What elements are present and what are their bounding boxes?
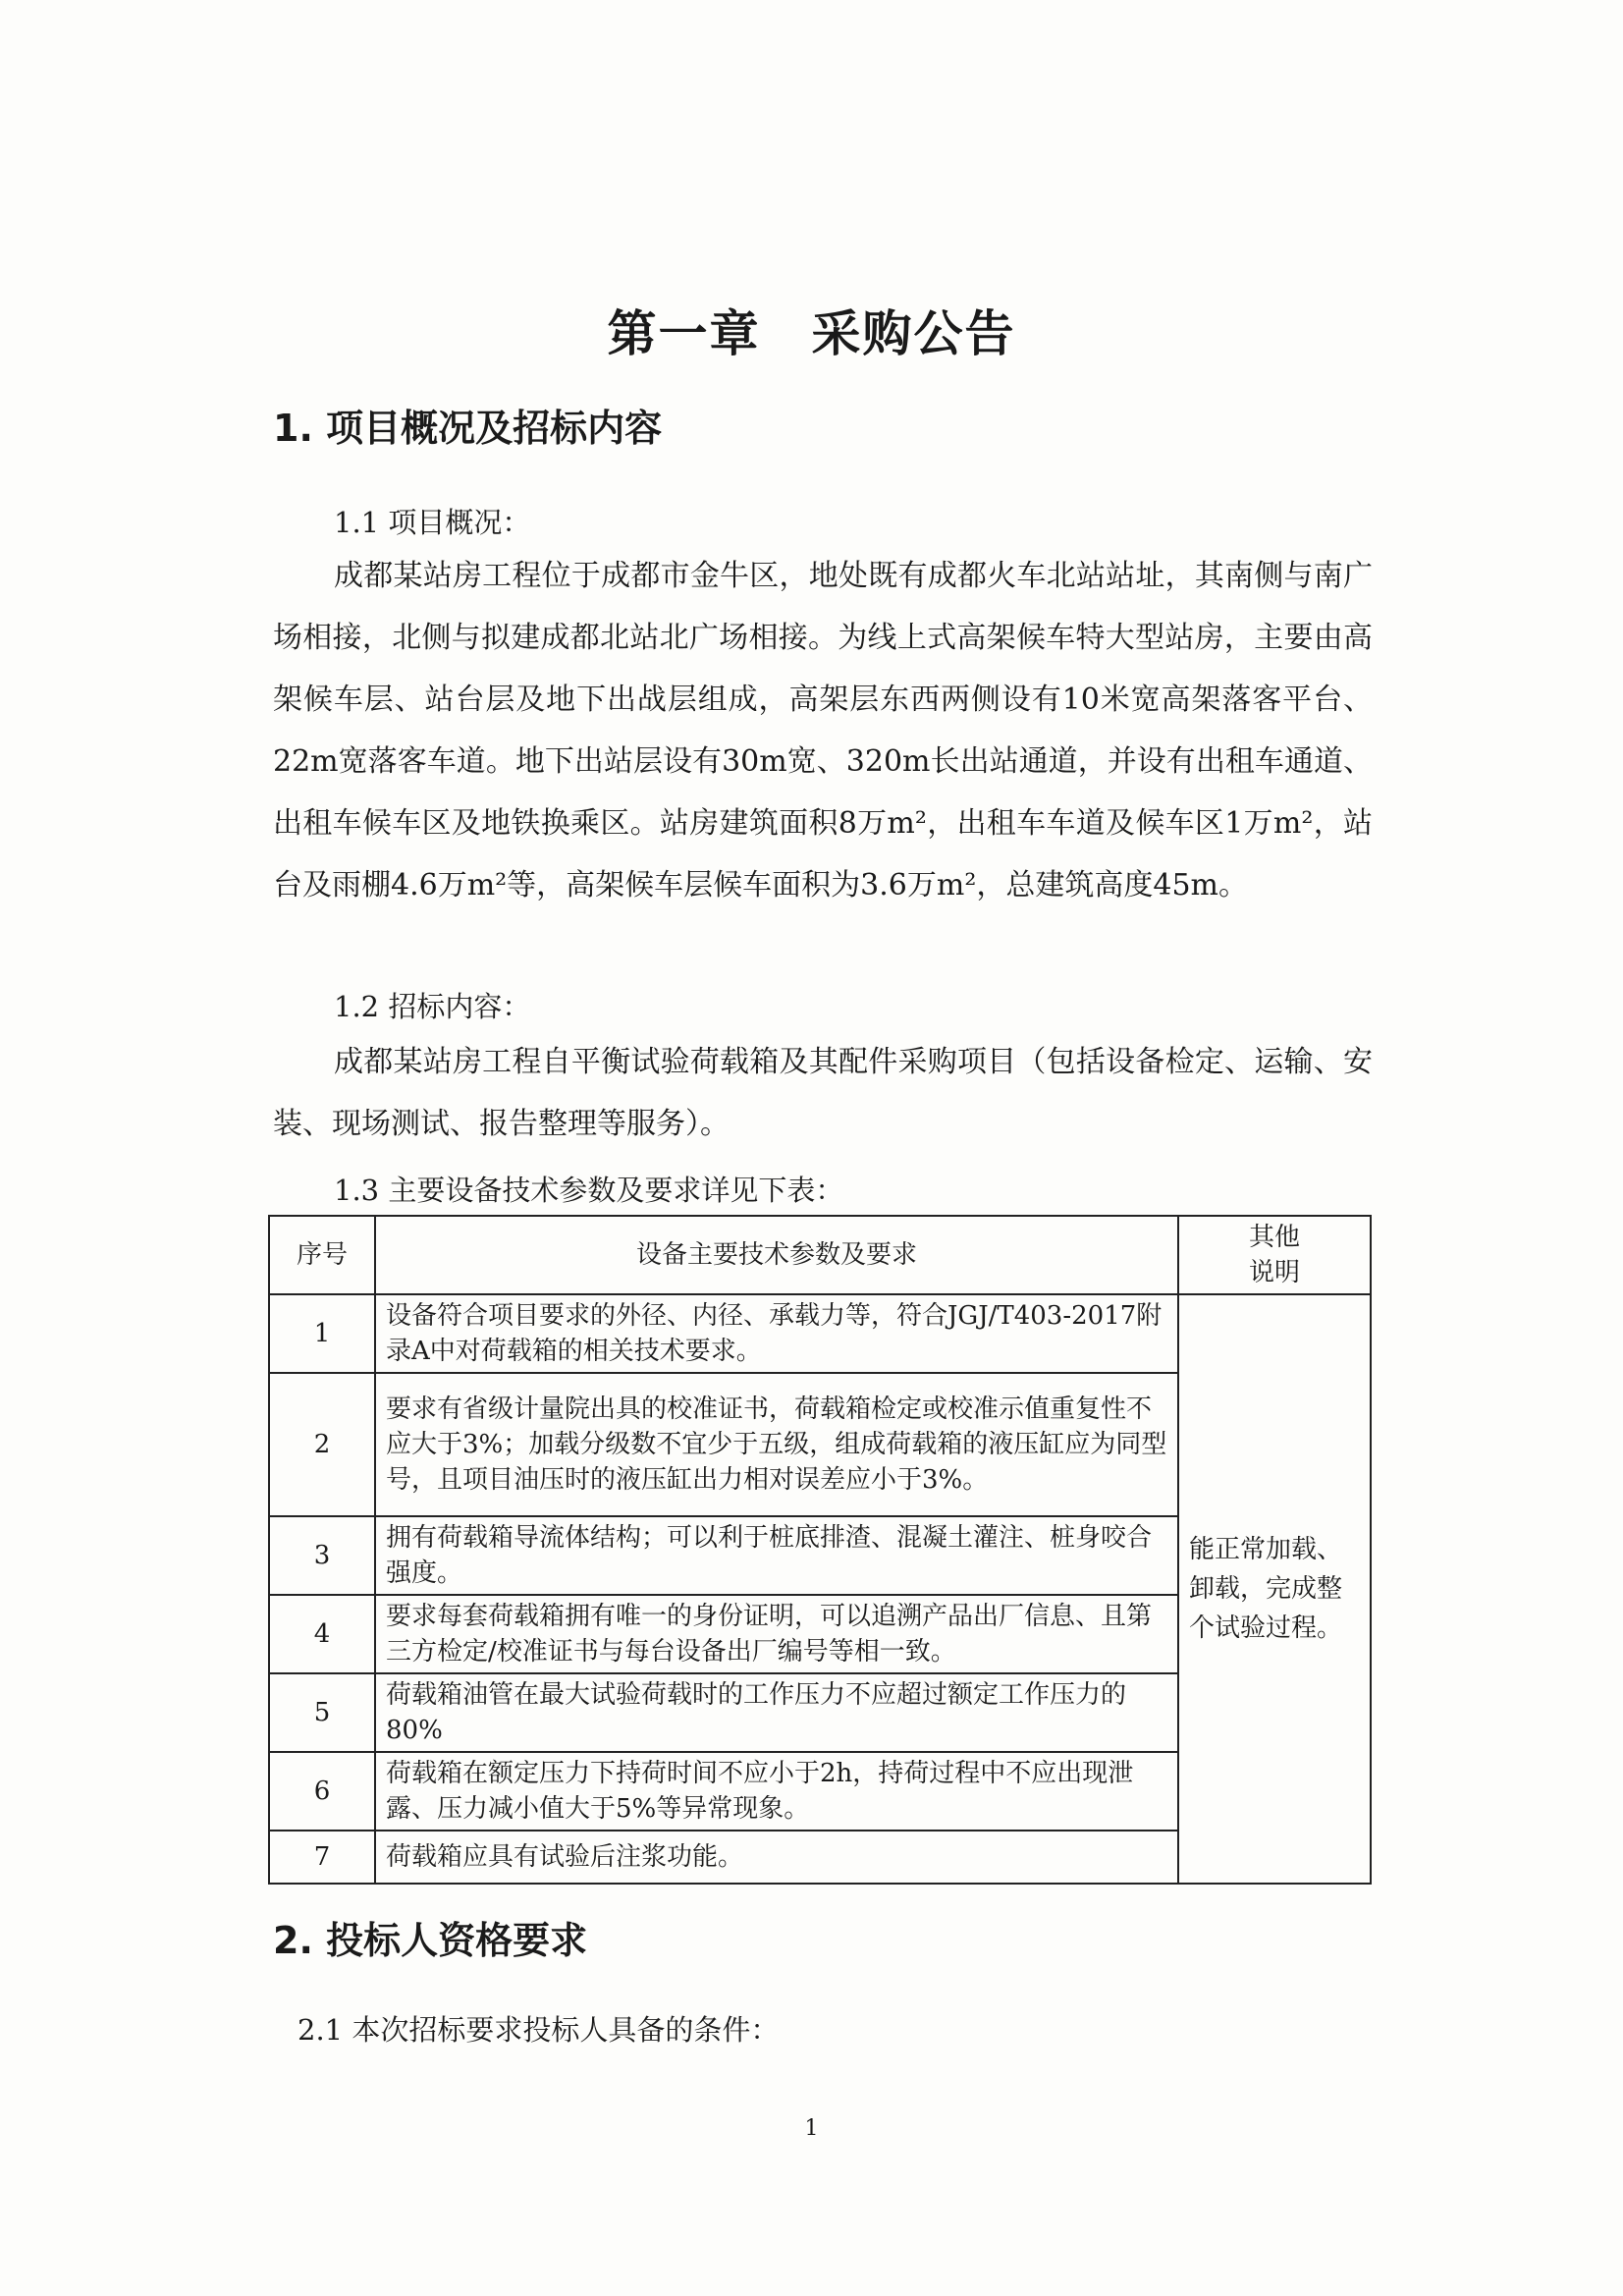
subsection-1-3-label: 1.3 主要设备技术参数及要求详见下表： bbox=[334, 1174, 844, 1207]
table-row bbox=[269, 1294, 1371, 1373]
subsection-1-2-label: 1.2 招标内容： bbox=[334, 990, 531, 1023]
table-header-row bbox=[269, 1216, 1371, 1294]
row-requirement: 荷载箱在额定压力下持荷时间不应小于2h，持荷过程中不应出现泄露、压力减小值大于5%等异常现象。 bbox=[375, 1752, 1178, 1831]
row-requirement: 要求每套荷载箱拥有唯一的身份证明，可以追溯产品出厂信息、且第三方检定/校准证书与每台设备出厂编号等相一致。 bbox=[375, 1595, 1178, 1673]
row-requirement: 荷载箱油管在最大试验荷载时的工作压力不应超过额定工作压力的80% bbox=[375, 1673, 1178, 1752]
subsection-2-1-label: 2.1 本次招标要求投标人具备的条件： bbox=[298, 2013, 780, 2047]
row-number: 1 bbox=[269, 1294, 375, 1373]
row-number: 5 bbox=[269, 1673, 375, 1752]
row-number: 7 bbox=[269, 1831, 375, 1884]
page-number: 1 bbox=[804, 2116, 819, 2141]
row-number: 3 bbox=[269, 1516, 375, 1595]
header-requirements: 设备主要技术参数及要求 bbox=[375, 1216, 1178, 1294]
row-requirement: 设备符合项目要求的外径、内径、承载力等，符合JGJ/T403-2017附录A中对荷载箱的相关技术要求。 bbox=[375, 1294, 1178, 1373]
row-requirement: 要求有省级计量院出具的校准证书，荷载箱检定或校准示值重复性不应大于3%；加载分级数不宜少于五级，组成荷载箱的液压缸应为同型号，且项目油压时的液压缸出力相对误差应小于3%。 bbox=[375, 1373, 1178, 1516]
project-overview-paragraph: 成都某站房工程位于成都市金牛区，地处既有成都火车北站站址，其南侧与南广场相接，北侧与拟建成都北站北广场相接。为线上式高架候车特大型站房，主要由高架候车层、站台层及地下出战层组成，高架层东西两侧设有10米宽高架落客平台、22m宽落客车道。地下出站层设有30m宽、320m长出站通道，并设有出租车通道、出租车候车区及地铁换乘区。站房建筑面积8万m²，出租车车道及候车区1万m²，站台及雨棚4.6万m²等，高架候车层候车面积为3.6万m²，总建筑高度45m。 bbox=[273, 559, 1373, 902]
header-serial: 序号 bbox=[269, 1216, 375, 1294]
header-remarks: 其他 说明 bbox=[1178, 1216, 1371, 1294]
row-number: 6 bbox=[269, 1752, 375, 1831]
row-requirement: 拥有荷载箱导流体结构；可以利于桩底排渣、混凝土灌注、桩身咬合强度。 bbox=[375, 1516, 1178, 1595]
section-2-heading: 2. 投标人资格要求 bbox=[273, 1919, 588, 1962]
remarks-cell: 能正常加载、卸载，完成整个试验过程。 bbox=[1178, 1294, 1371, 1884]
equipment-spec-table bbox=[268, 1215, 1372, 1885]
section-1-heading: 1. 项目概况及招标内容 bbox=[273, 407, 663, 450]
row-requirement: 荷载箱应具有试验后注浆功能。 bbox=[375, 1831, 1178, 1884]
row-number: 4 bbox=[269, 1595, 375, 1673]
bidding-content-paragraph: 成都某站房工程自平衡试验荷载箱及其配件采购项目（包括设备检定、运输、安装、现场测试、报告整理等服务）。 bbox=[273, 1045, 1373, 1141]
row-number: 2 bbox=[269, 1373, 375, 1516]
chapter-title: 第一章 采购公告 bbox=[607, 305, 1016, 362]
subsection-1-1-label: 1.1 项目概况： bbox=[334, 506, 531, 539]
